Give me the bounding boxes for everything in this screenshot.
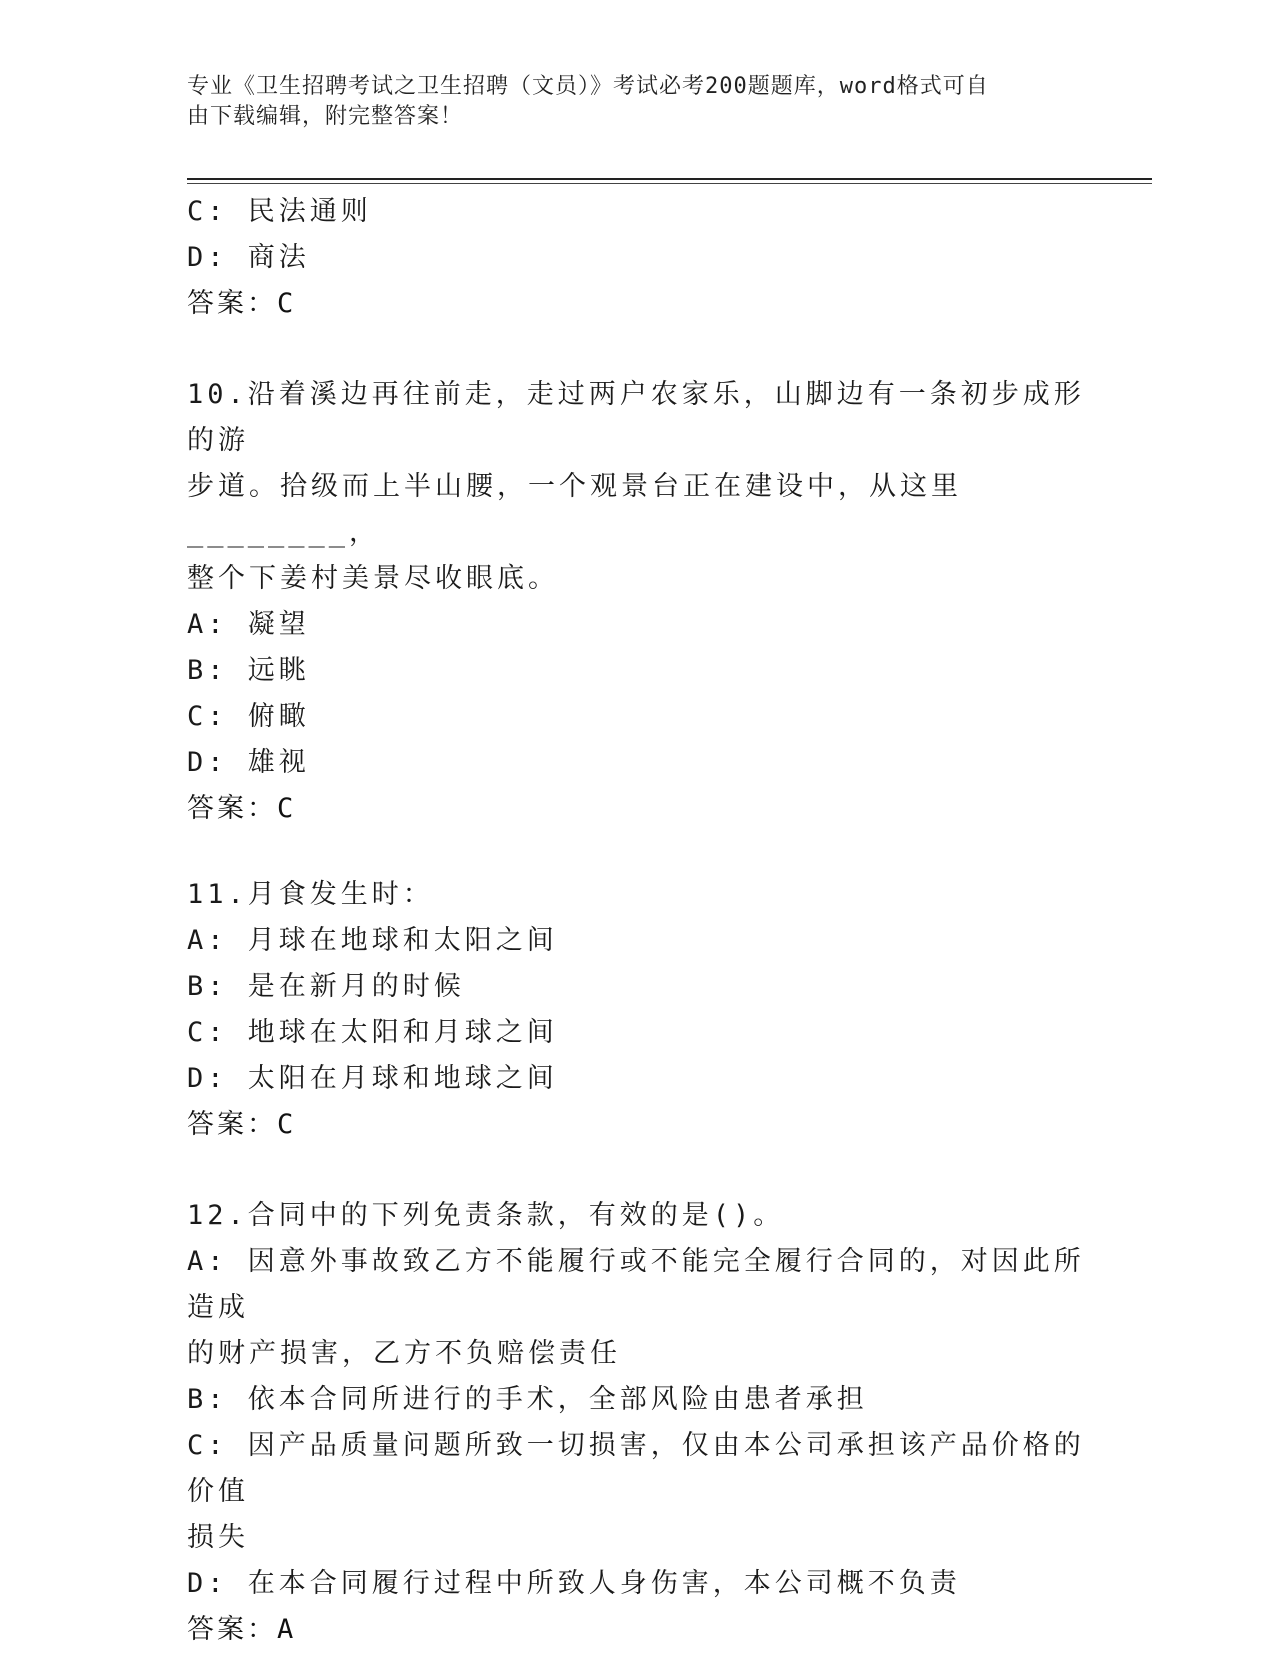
header-line-2: 由下载编辑，附完整答案！: [187, 104, 464, 129]
spacer: [187, 327, 1087, 372]
question-list: [187, 189, 1087, 1653]
option-c: C: 俯瞰: [187, 701, 310, 732]
question-11: [187, 872, 1087, 1148]
answer-line: [187, 1102, 1087, 1148]
option-d: D: 在本合同履行过程中所致人身伤害，本公司概不负责: [187, 1568, 961, 1599]
option-b: B: 远眺: [187, 655, 310, 686]
header-divider-thick: [187, 178, 1152, 180]
document-header: [187, 72, 1067, 132]
option-a-continued: 的财产损害，乙方不负赔偿责任: [187, 1338, 621, 1369]
option-c: C: 民法通则: [187, 196, 372, 227]
option-b: B: 依本合同所进行的手术，全部风险由患者承担: [187, 1384, 868, 1415]
answer-value: A: [277, 1614, 297, 1645]
answer-value: C: [277, 1109, 297, 1140]
answer-line: [187, 281, 1087, 327]
question-text-line: 11.月食发生时：: [187, 879, 434, 910]
answer-label: 答案：: [187, 288, 277, 319]
answer-label: 答案：: [187, 1614, 277, 1645]
question-12: [187, 1193, 1087, 1653]
answer-line: [187, 1607, 1087, 1653]
answer-value: C: [277, 288, 297, 319]
option-c: C: 地球在太阳和月球之间: [187, 1017, 558, 1048]
answer-value: C: [277, 793, 297, 824]
question-9: [187, 189, 1087, 327]
question-text-line: 步道。拾级而上半山腰，一个观景台正在建设中，从这里________，: [187, 471, 962, 548]
option-a: A: 月球在地球和太阳之间: [187, 925, 558, 956]
question-text-line: 整个下姜村美景尽收眼底。: [187, 563, 559, 594]
option-b: B: 是在新月的时候: [187, 971, 465, 1002]
question-text-line: 12.合同中的下列免责条款，有效的是()。: [187, 1200, 785, 1231]
header-line-1: 专业《卫生招聘考试之卫生招聘（文员）》考试必考200题题库，word格式可自: [187, 74, 989, 99]
header-divider-thin: [187, 183, 1152, 184]
answer-label: 答案：: [187, 793, 277, 824]
option-a: A: 因意外事故致乙方不能履行或不能完全履行合同的，对因此所造成: [187, 1246, 1085, 1323]
option-c-continued: 损失: [187, 1522, 249, 1553]
spacer: [187, 1148, 1087, 1193]
option-d: D: 太阳在月球和地球之间: [187, 1063, 558, 1094]
option-d: D: 雄视: [187, 747, 310, 778]
option-c: C: 因产品质量问题所致一切损害，仅由本公司承担该产品价格的价值: [187, 1430, 1085, 1507]
option-d: D: 商法: [187, 242, 310, 273]
option-a: A: 凝望: [187, 609, 310, 640]
answer-label: 答案：: [187, 1109, 277, 1140]
question-text-line: 10.沿着溪边再往前走，走过两户农家乐，山脚边有一条初步成形的游: [187, 379, 1085, 456]
question-10: [187, 372, 1087, 832]
answer-line: [187, 786, 1087, 832]
spacer: [187, 832, 1087, 872]
